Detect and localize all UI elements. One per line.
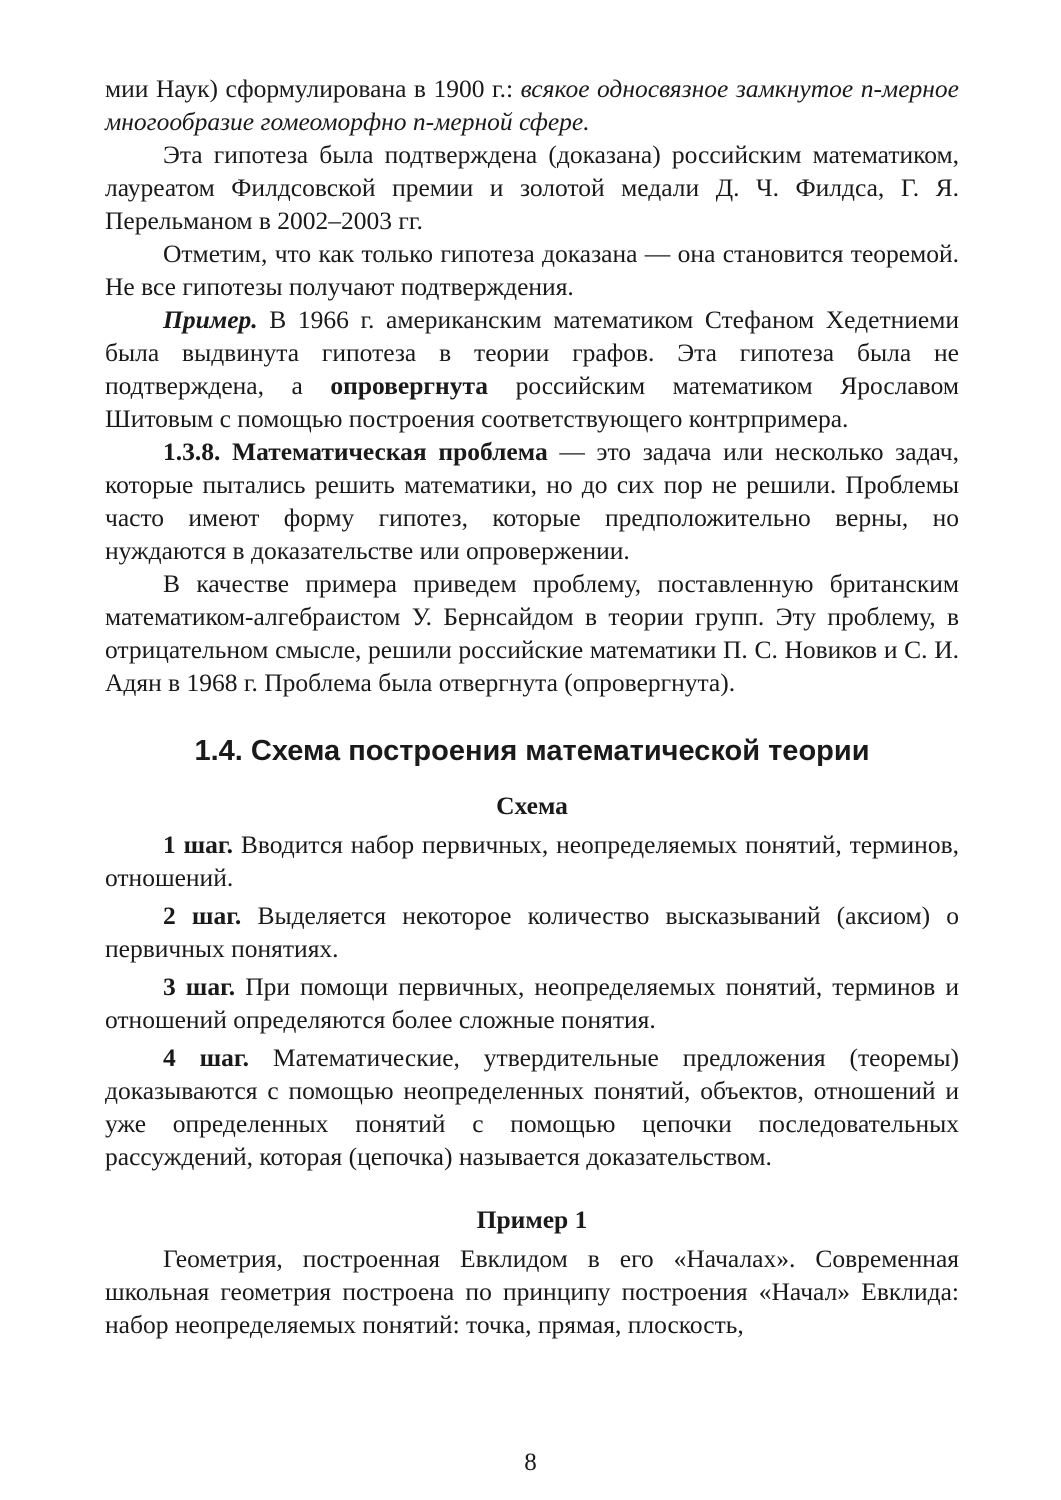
step-1 — [105, 828, 959, 894]
definition-term: 1.3.8. Математическая проблема — [163, 437, 548, 466]
conjecture-statement: всякое односвязное замкнутое n-мерное многообразие гомеоморфно n-мерной сфере. — [105, 74, 959, 136]
paragraph-burnside: В качестве примера приведем проблему, поставленную британским математиком-алгебраистом У. Бернсайдом в теории групп. Эту проблему, в отрицательном смысле, решили российские математики П. С. Новиков и С. И. Адян в 1968 г. Проблема была отвергнута (опровергнута). — [105, 569, 959, 697]
example-paragraph: Геометрия, построенная Евклидом в его «Началах». Современная школьная геометрия построена по принципу построения «Начал» Евклида: набор неопределяемых понятий: точка, прямая, плоскость, — [105, 1244, 959, 1339]
step-3 — [105, 970, 959, 1036]
bold-term: опровергнута — [330, 371, 489, 400]
step-label: 3 шаг. — [163, 972, 236, 1001]
step-label: 2 шаг. — [163, 901, 242, 930]
step-label: 1 шаг. — [163, 830, 233, 859]
paragraph-continuation — [105, 72, 959, 138]
paragraph-text: мии Наук) сформулирована в 1900 г.: — [105, 74, 521, 103]
section-heading: 1.4. Схема построения математической теории — [194, 735, 870, 767]
step-4 — [105, 1041, 959, 1173]
page-body — [105, 72, 959, 1341]
step-text: Вводится набор первичных, неопределяемых понятий, терминов, отношений. — [105, 830, 959, 892]
step-text: При помощи первичных, неопределяемых понятий, терминов и отношений определяются более сложные понятия. — [105, 972, 960, 1034]
scheme-title: Схема — [496, 791, 568, 820]
step-text: Выделяется некоторое количество высказываний (аксиом) о первичных понятиях. — [105, 901, 959, 963]
step-label: 4 шаг. — [163, 1043, 249, 1072]
step-text: Математические, утвердительные предложения (теоремы) доказываются с помощью неопределенных понятий, объектов, отношений и уже определенных понятий с помощью цепочки последовательных рассуждений, которая (цепочка) называется доказательством. — [105, 1043, 959, 1171]
paragraph-text: российским математиком Ярославом Шитовым с помощью построения соответствующего контрпримера. — [105, 371, 959, 433]
paragraph-proof: Эта гипотеза была подтверждена (доказана) российским математиком, лауреатом Филдсовской премии и золотой медали Д. Ч. Филдса, Г. Я. Перельманом в 2002–2003 гг. — [105, 140, 959, 235]
example-title: Пример 1 — [476, 1205, 588, 1234]
page-number: 8 — [524, 1449, 537, 1476]
example-label: Пример. — [163, 305, 258, 334]
paragraph-theorem-note: Отметим, что как только гипотеза доказана — она становится теоремой. Не все гипотезы получают подтверждения. — [105, 239, 959, 301]
paragraph-definition — [105, 435, 959, 567]
paragraph-text: В 1966 г. американским математиком Стефаном Хедетниеми была выдвинута гипотеза в теории графов. Эта гипотеза была не подтверждена, а — [105, 305, 959, 400]
paragraph-text: — это задача или несколько задач, которые пытались решить математики, но до сих пор не решили. Проблемы часто имеют форму гипотез, которые предположительно верны, но нуждаются в доказательстве или опровержении. — [105, 437, 959, 565]
paragraph-example — [105, 303, 959, 435]
step-2 — [105, 899, 959, 965]
